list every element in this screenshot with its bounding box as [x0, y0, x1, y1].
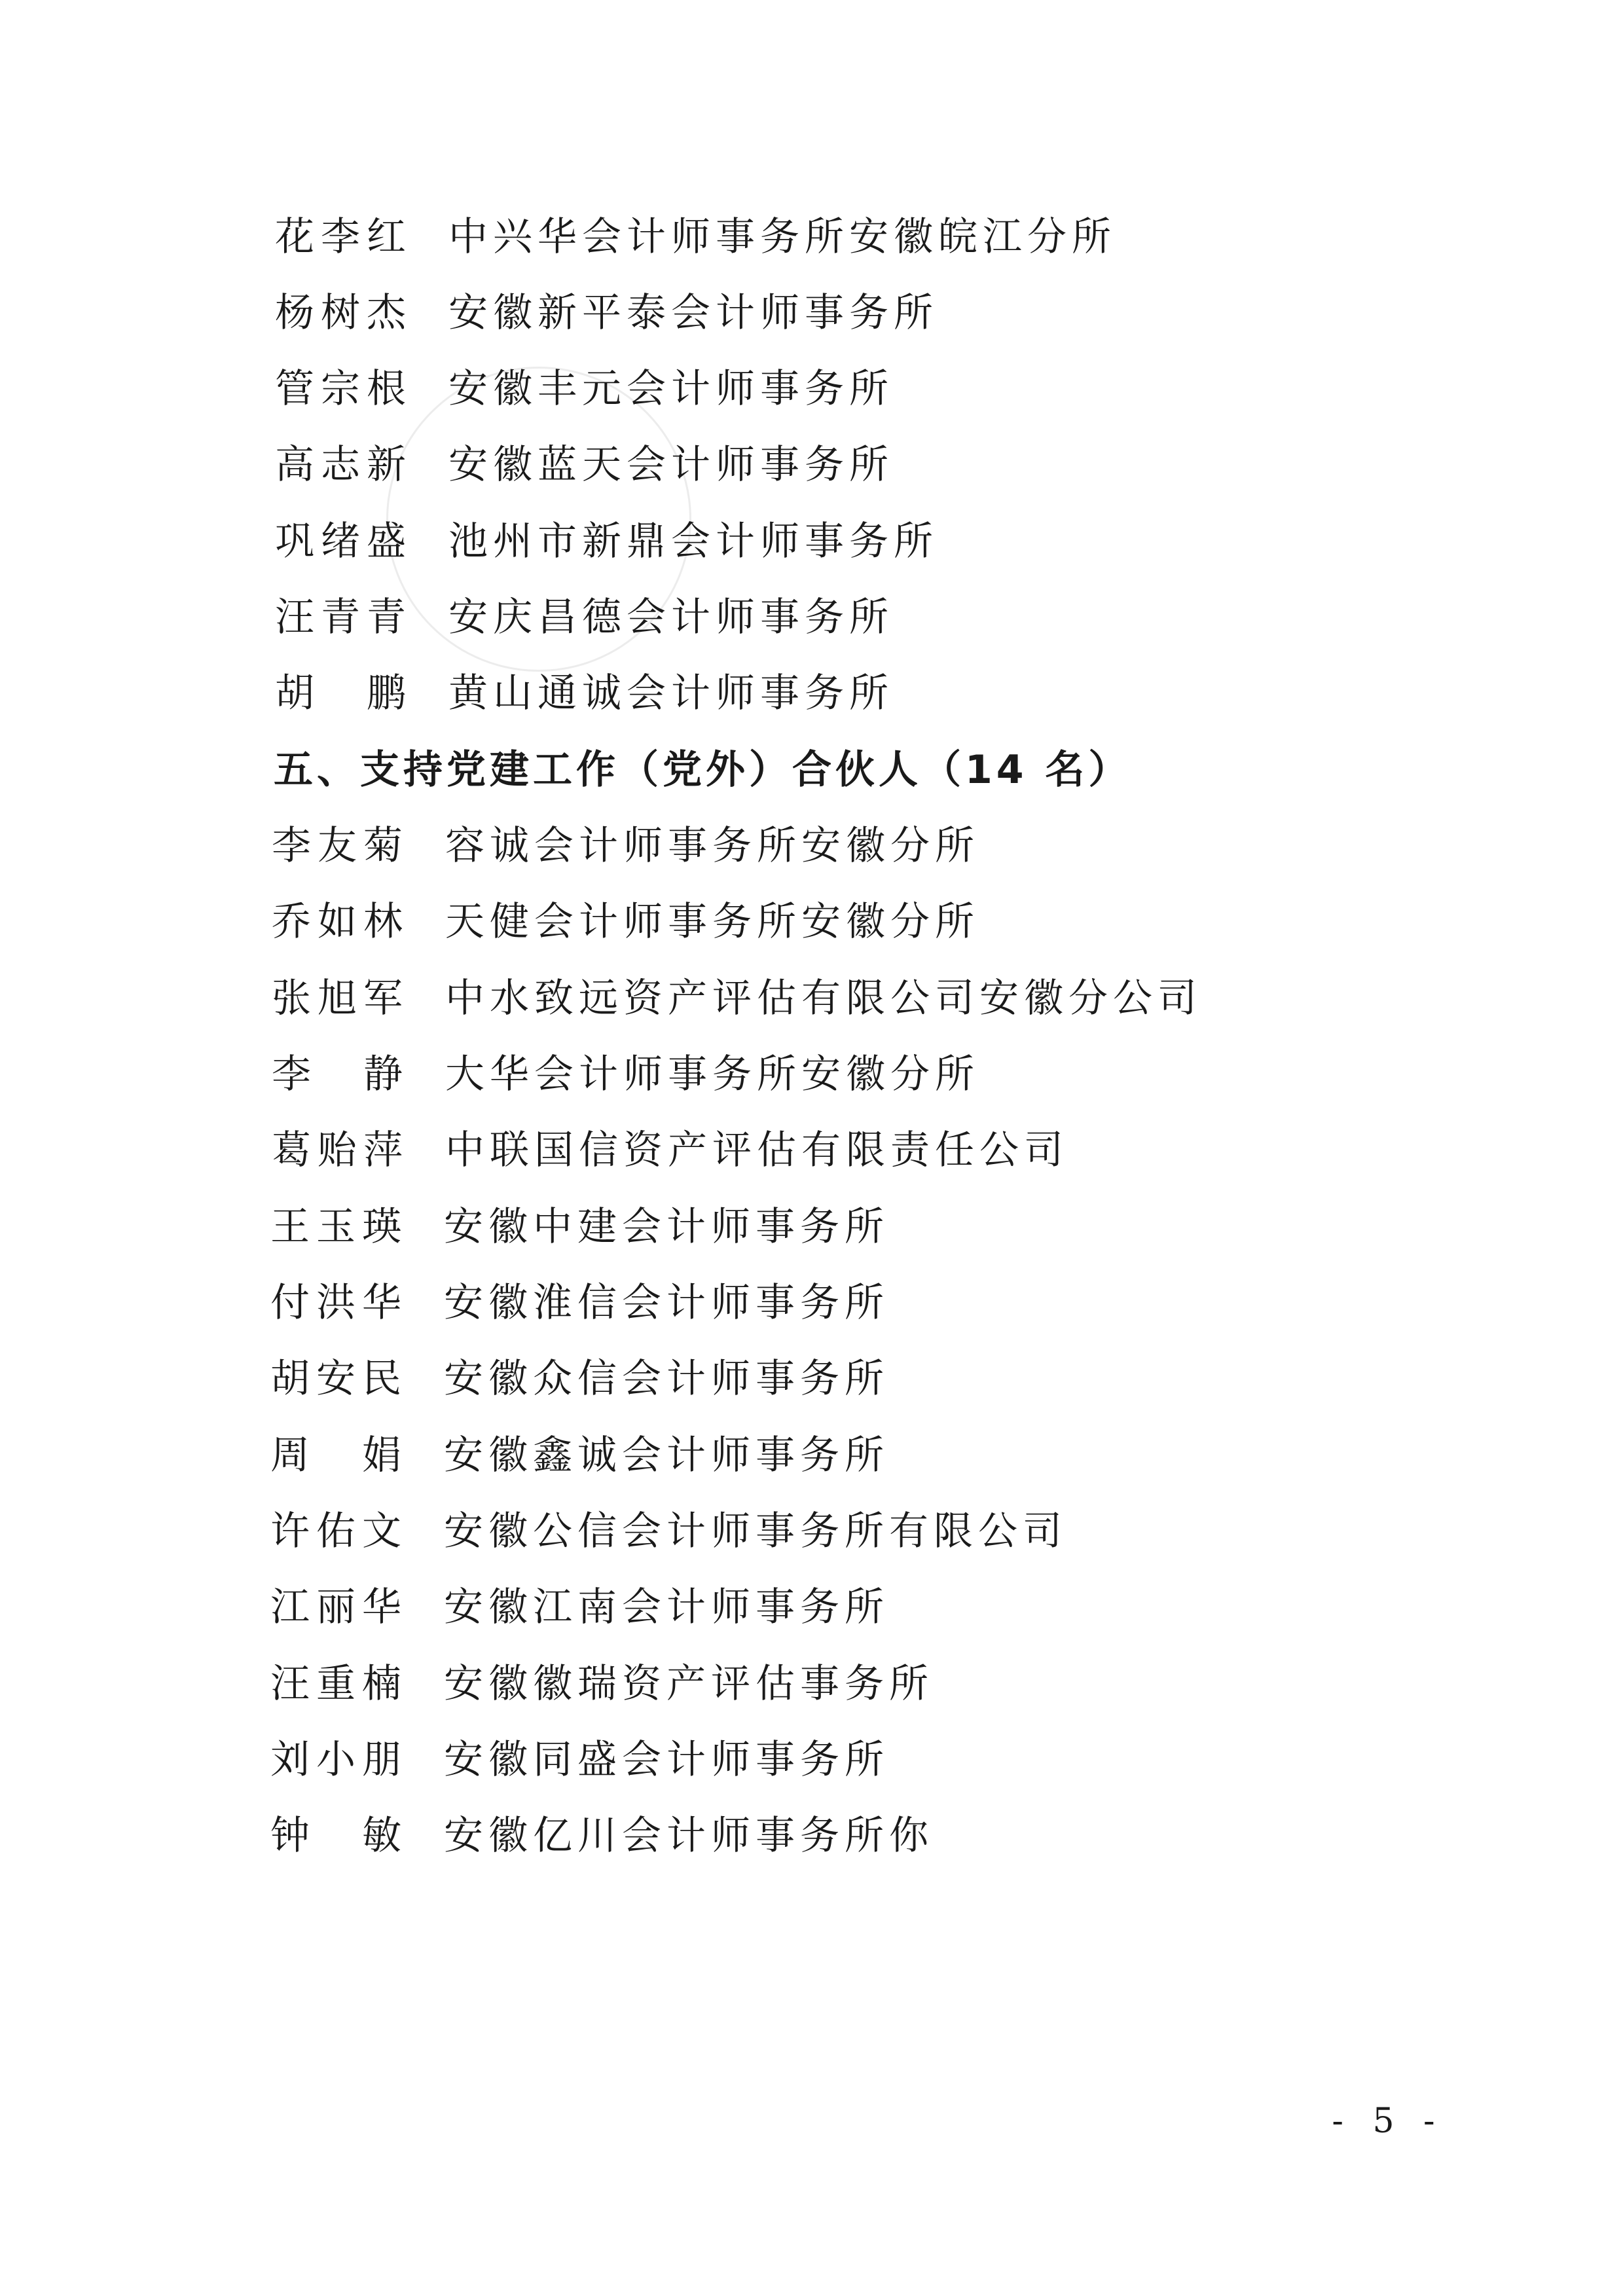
- partner-name: 王玉瑛: [270, 1204, 408, 1250]
- firm-name: 安徽丰元会计师事务所: [448, 366, 894, 412]
- firm-name: 安徽众信会计师事务所: [444, 1356, 889, 1402]
- partner-name: 李 静: [272, 1051, 409, 1097]
- firm-name: 安徽公信会计师事务所有限公司: [444, 1508, 1067, 1554]
- firm-name: 天健会计师事务所安徽分所: [445, 899, 979, 945]
- partner-name: 江丽华: [270, 1584, 408, 1630]
- firm-name: 安庆昌德会计师事务所: [448, 594, 894, 640]
- firm-name: 中水致远资产评估有限公司安徽分公司: [445, 975, 1202, 1021]
- firm-name: 安徽亿川会计师事务所你: [444, 1813, 934, 1859]
- partner-name: 张旭军: [272, 975, 409, 1021]
- partner-name: 刘小朋: [270, 1737, 408, 1783]
- partner-name: 汪青青: [275, 594, 412, 640]
- firm-name: 安徽同盛会计师事务所: [444, 1737, 889, 1783]
- partner-name: 付洪华: [270, 1280, 408, 1326]
- firm-name: 安徽新平泰会计师事务所: [448, 290, 938, 336]
- firm-name: 大华会计师事务所安徽分所: [445, 1051, 979, 1097]
- firm-name: 安徽淮信会计师事务所: [444, 1280, 889, 1326]
- partner-name: 许佑文: [270, 1508, 408, 1554]
- partner-name: 乔如林: [272, 899, 409, 945]
- firm-name: 安徽鑫诚会计师事务所: [444, 1432, 889, 1478]
- partner-name: 杨树杰: [275, 290, 412, 336]
- partner-name: 葛贻萍: [272, 1127, 409, 1173]
- firm-name: 安徽中建会计师事务所: [444, 1204, 889, 1250]
- partner-name: 胡安民: [270, 1356, 408, 1402]
- firm-name: 中兴华会计师事务所安徽皖江分所: [448, 214, 1116, 260]
- firm-name: 黄山通诚会计师事务所: [448, 670, 894, 716]
- page-number: - 5 -: [1332, 2102, 1444, 2141]
- firm-name: 安徽蓝天会计师事务所: [448, 442, 894, 488]
- partner-name: 李友菊: [272, 823, 409, 869]
- firm-name: 安徽江南会计师事务所: [444, 1584, 889, 1630]
- firm-name: 池州市新鼎会计师事务所: [448, 519, 938, 564]
- partner-name: 钟 敏: [270, 1813, 408, 1859]
- partner-name: 周 娟: [270, 1432, 408, 1478]
- partner-name: 高志新: [275, 442, 412, 488]
- partner-name: 胡 鹏: [275, 670, 412, 716]
- partner-name: 管宗根: [275, 366, 412, 412]
- firm-name: 中联国信资产评估有限责任公司: [445, 1127, 1068, 1173]
- partner-name: 汪重楠: [270, 1661, 408, 1707]
- partner-name: 巩绪盛: [275, 519, 412, 564]
- firm-name: 安徽徽瑞资产评估事务所: [444, 1661, 934, 1707]
- partner-name: 花李红: [275, 214, 412, 260]
- section-heading: 五、支持党建工作（党外）合伙人（14 名）: [274, 747, 1132, 793]
- firm-name: 容诚会计师事务所安徽分所: [445, 823, 979, 869]
